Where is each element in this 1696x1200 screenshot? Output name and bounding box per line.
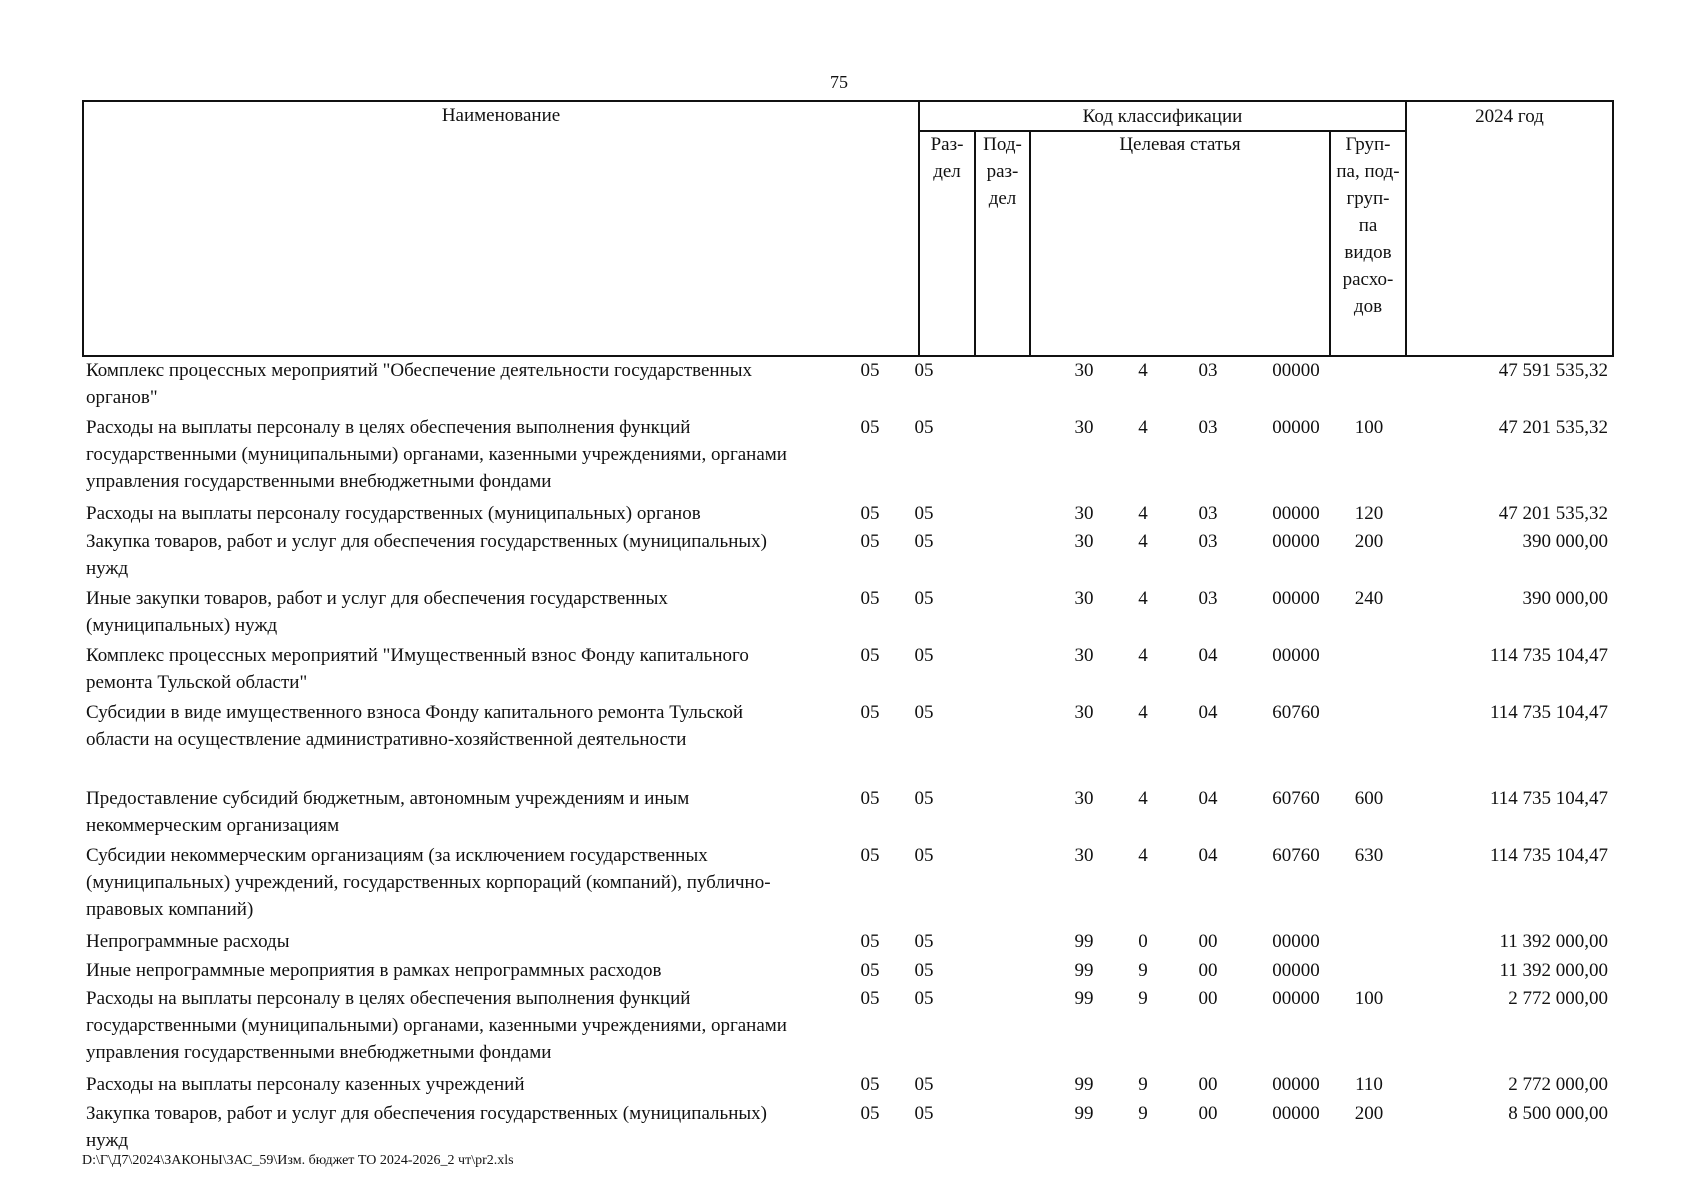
cell-razdel: 05 — [860, 1074, 880, 1095]
cell-t1: 30 — [1074, 845, 1094, 866]
cell-podrazdel: 05 — [914, 702, 934, 723]
cell-podrazdel: 05 — [914, 417, 934, 438]
cell-t1: 99 — [1074, 1103, 1094, 1124]
cell-t4: 60760 — [1272, 788, 1320, 809]
cell-podrazdel: 05 — [914, 588, 934, 609]
cell-t2: 9 — [1138, 988, 1148, 1009]
cell-group: 120 — [1354, 503, 1384, 524]
cell-t3: 03 — [1198, 503, 1218, 524]
cell-group: 600 — [1354, 788, 1384, 809]
cell-amount: 2 772 000,00 — [1508, 988, 1608, 1009]
cell-t3: 03 — [1198, 531, 1218, 552]
cell-podrazdel: 05 — [914, 531, 934, 552]
cell-group: 110 — [1355, 1074, 1383, 1095]
cell-t2: 4 — [1138, 845, 1148, 866]
cell-podrazdel: 05 — [914, 788, 934, 809]
cell-podrazdel: 05 — [914, 360, 934, 381]
cell-amount: 114 735 104,47 — [1489, 788, 1608, 809]
cell-t1: 30 — [1074, 588, 1094, 609]
cell-t3: 03 — [1198, 360, 1218, 381]
cell-amount: 114 735 104,47 — [1489, 702, 1608, 723]
cell-podrazdel: 05 — [914, 988, 934, 1009]
cell-t3: 04 — [1198, 702, 1218, 723]
cell-t2: 4 — [1138, 360, 1148, 381]
cell-amount: 8 500 000,00 — [1508, 1103, 1608, 1124]
cell-amount: 390 000,00 — [1522, 588, 1608, 609]
cell-t2: 9 — [1138, 1074, 1148, 1095]
cell-t2: 4 — [1138, 645, 1148, 666]
header-rule — [1029, 130, 1031, 355]
cell-razdel: 05 — [860, 788, 880, 809]
cell-t4: 00000 — [1272, 503, 1320, 524]
header-name: Наименование — [441, 105, 561, 126]
cell-t4: 00000 — [1272, 1074, 1320, 1095]
cell-group: 240 — [1354, 588, 1384, 609]
cell-t4: 00000 — [1272, 417, 1320, 438]
row-name: Закупка товаров, работ и услуг для обеспечения государственных (муниципальных) нужд — [86, 531, 767, 579]
cell-t2: 4 — [1138, 788, 1148, 809]
row-name: Расходы на выплаты персоналу государственных (муниципальных) органов — [86, 503, 701, 524]
cell-t3: 04 — [1198, 788, 1218, 809]
cell-amount: 11 392 000,00 — [1499, 960, 1608, 981]
cell-amount: 114 735 104,47 — [1489, 645, 1608, 666]
cell-t4: 00000 — [1272, 531, 1320, 552]
cell-t3: 00 — [1198, 931, 1218, 952]
row-name: Иные непрограммные мероприятия в рамках непрограммных расходов — [86, 960, 662, 981]
cell-t3: 04 — [1198, 845, 1218, 866]
header-group: Груп- па, под- груп- па видов расхо- дов — [1336, 134, 1400, 317]
cell-t2: 9 — [1138, 960, 1148, 981]
row-name: Субсидии в виде имущественного взноса Фонду капитального ремонта Тульской области на осуществление административно-хозяйственной деятельности — [86, 702, 744, 750]
header-target: Целевая статья — [1119, 134, 1241, 155]
cell-t1: 99 — [1074, 960, 1094, 981]
cell-razdel: 05 — [860, 1103, 880, 1124]
cell-t1: 30 — [1074, 531, 1094, 552]
cell-razdel: 05 — [860, 645, 880, 666]
header-year: 2024 год — [1475, 106, 1544, 127]
cell-t2: 4 — [1138, 531, 1148, 552]
cell-t2: 9 — [1138, 1103, 1148, 1124]
row-name: Расходы на выплаты персоналу в целях обеспечения выполнения функций государственными (муниципальными) органами, казенными учреждениями, органами управления государственными внебюджетными фондами — [86, 988, 787, 1063]
cell-t3: 00 — [1198, 988, 1218, 1009]
row-name: Непрограммные расходы — [86, 931, 290, 952]
cell-t1: 99 — [1074, 931, 1094, 952]
cell-podrazdel: 05 — [914, 960, 934, 981]
cell-podrazdel: 05 — [914, 1074, 934, 1095]
cell-t3: 04 — [1198, 645, 1218, 666]
cell-razdel: 05 — [860, 960, 880, 981]
cell-amount: 390 000,00 — [1522, 531, 1608, 552]
cell-podrazdel: 05 — [914, 845, 934, 866]
cell-t1: 30 — [1074, 417, 1094, 438]
row-name: Закупка товаров, работ и услуг для обеспечения государственных (муниципальных) нужд — [86, 1103, 767, 1151]
cell-t3: 00 — [1198, 1103, 1218, 1124]
cell-t1: 30 — [1074, 503, 1094, 524]
cell-razdel: 05 — [860, 503, 880, 524]
cell-razdel: 05 — [860, 931, 880, 952]
header-rule — [1405, 102, 1407, 355]
cell-t4: 00000 — [1272, 1103, 1320, 1124]
header-razdel: Раз- дел — [930, 134, 964, 182]
cell-t2: 4 — [1138, 588, 1148, 609]
cell-razdel: 05 — [860, 360, 880, 381]
cell-amount: 2 772 000,00 — [1508, 1074, 1608, 1095]
cell-t4: 00000 — [1272, 360, 1320, 381]
cell-t3: 00 — [1198, 960, 1218, 981]
cell-razdel: 05 — [860, 588, 880, 609]
cell-t4: 00000 — [1272, 988, 1320, 1009]
cell-podrazdel: 05 — [914, 1103, 934, 1124]
table-header — [82, 100, 1614, 357]
cell-t3: 03 — [1198, 417, 1218, 438]
row-name: Расходы на выплаты персоналу в целях обеспечения выполнения функций государственными (муниципальными) органами, казенными учреждениями, органами управления государственными внебюджетными фондами — [86, 417, 787, 492]
cell-t3: 03 — [1198, 588, 1218, 609]
row-name: Комплекс процессных мероприятий "Имущественный взнос Фонду капитального ремонта Тульской области" — [86, 645, 749, 693]
cell-amount: 47 201 535,32 — [1498, 503, 1608, 524]
row-name: Иные закупки товаров, работ и услуг для обеспечения государственных (муниципальных) нужд — [86, 588, 668, 636]
cell-t4: 00000 — [1272, 960, 1320, 981]
row-name: Расходы на выплаты персоналу казенных учреждений — [86, 1074, 525, 1095]
cell-t4: 00000 — [1272, 588, 1320, 609]
cell-amount: 11 392 000,00 — [1499, 931, 1608, 952]
cell-group: 200 — [1354, 531, 1384, 552]
file-path-footer: D:\Г\Д7\2024\ЗАКОНЫ\ЗАС_59\Изм. бюджет ТО 2024-2026_2 чт\pr2.xls — [82, 1153, 514, 1168]
cell-group: 100 — [1354, 417, 1384, 438]
cell-amount: 47 591 535,32 — [1498, 360, 1608, 381]
cell-group: 630 — [1354, 845, 1384, 866]
cell-group: 100 — [1354, 988, 1384, 1009]
row-name: Субсидии некоммерческим организациям (за исключением государственных (муниципальных) учреждений, государственных корпораций (компаний), публично- правовых компаний) — [86, 845, 771, 920]
cell-razdel: 05 — [860, 531, 880, 552]
row-name: Комплекс процессных мероприятий "Обеспечение деятельности государственных органов" — [86, 360, 753, 408]
row-name: Предоставление субсидий бюджетным, автономным учреждениям и иным некоммерческим организациям — [86, 788, 690, 836]
cell-podrazdel: 05 — [914, 503, 934, 524]
cell-t2: 4 — [1138, 503, 1148, 524]
page-number: 75 — [830, 72, 848, 92]
cell-t1: 30 — [1074, 645, 1094, 666]
cell-amount: 47 201 535,32 — [1498, 417, 1608, 438]
cell-t2: 4 — [1138, 417, 1148, 438]
cell-t3: 00 — [1198, 1074, 1218, 1095]
cell-t4: 00000 — [1272, 931, 1320, 952]
cell-t1: 99 — [1074, 1074, 1094, 1095]
cell-amount: 114 735 104,47 — [1489, 845, 1608, 866]
cell-razdel: 05 — [860, 988, 880, 1009]
cell-razdel: 05 — [860, 417, 880, 438]
cell-razdel: 05 — [860, 702, 880, 723]
cell-podrazdel: 05 — [914, 645, 934, 666]
header-code: Код классификации — [1082, 106, 1243, 127]
cell-t1: 30 — [1074, 788, 1094, 809]
cell-podrazdel: 05 — [914, 931, 934, 952]
cell-t1: 30 — [1074, 702, 1094, 723]
cell-t4: 00000 — [1272, 645, 1320, 666]
header-podrazdel: Под- раз- дел — [983, 134, 1022, 209]
cell-group: 200 — [1354, 1103, 1384, 1124]
cell-t2: 4 — [1138, 702, 1148, 723]
cell-t1: 30 — [1074, 360, 1094, 381]
cell-t1: 99 — [1074, 988, 1094, 1009]
cell-razdel: 05 — [860, 845, 880, 866]
cell-t4: 60760 — [1272, 845, 1320, 866]
cell-t2: 0 — [1138, 931, 1148, 952]
cell-t4: 60760 — [1272, 702, 1320, 723]
